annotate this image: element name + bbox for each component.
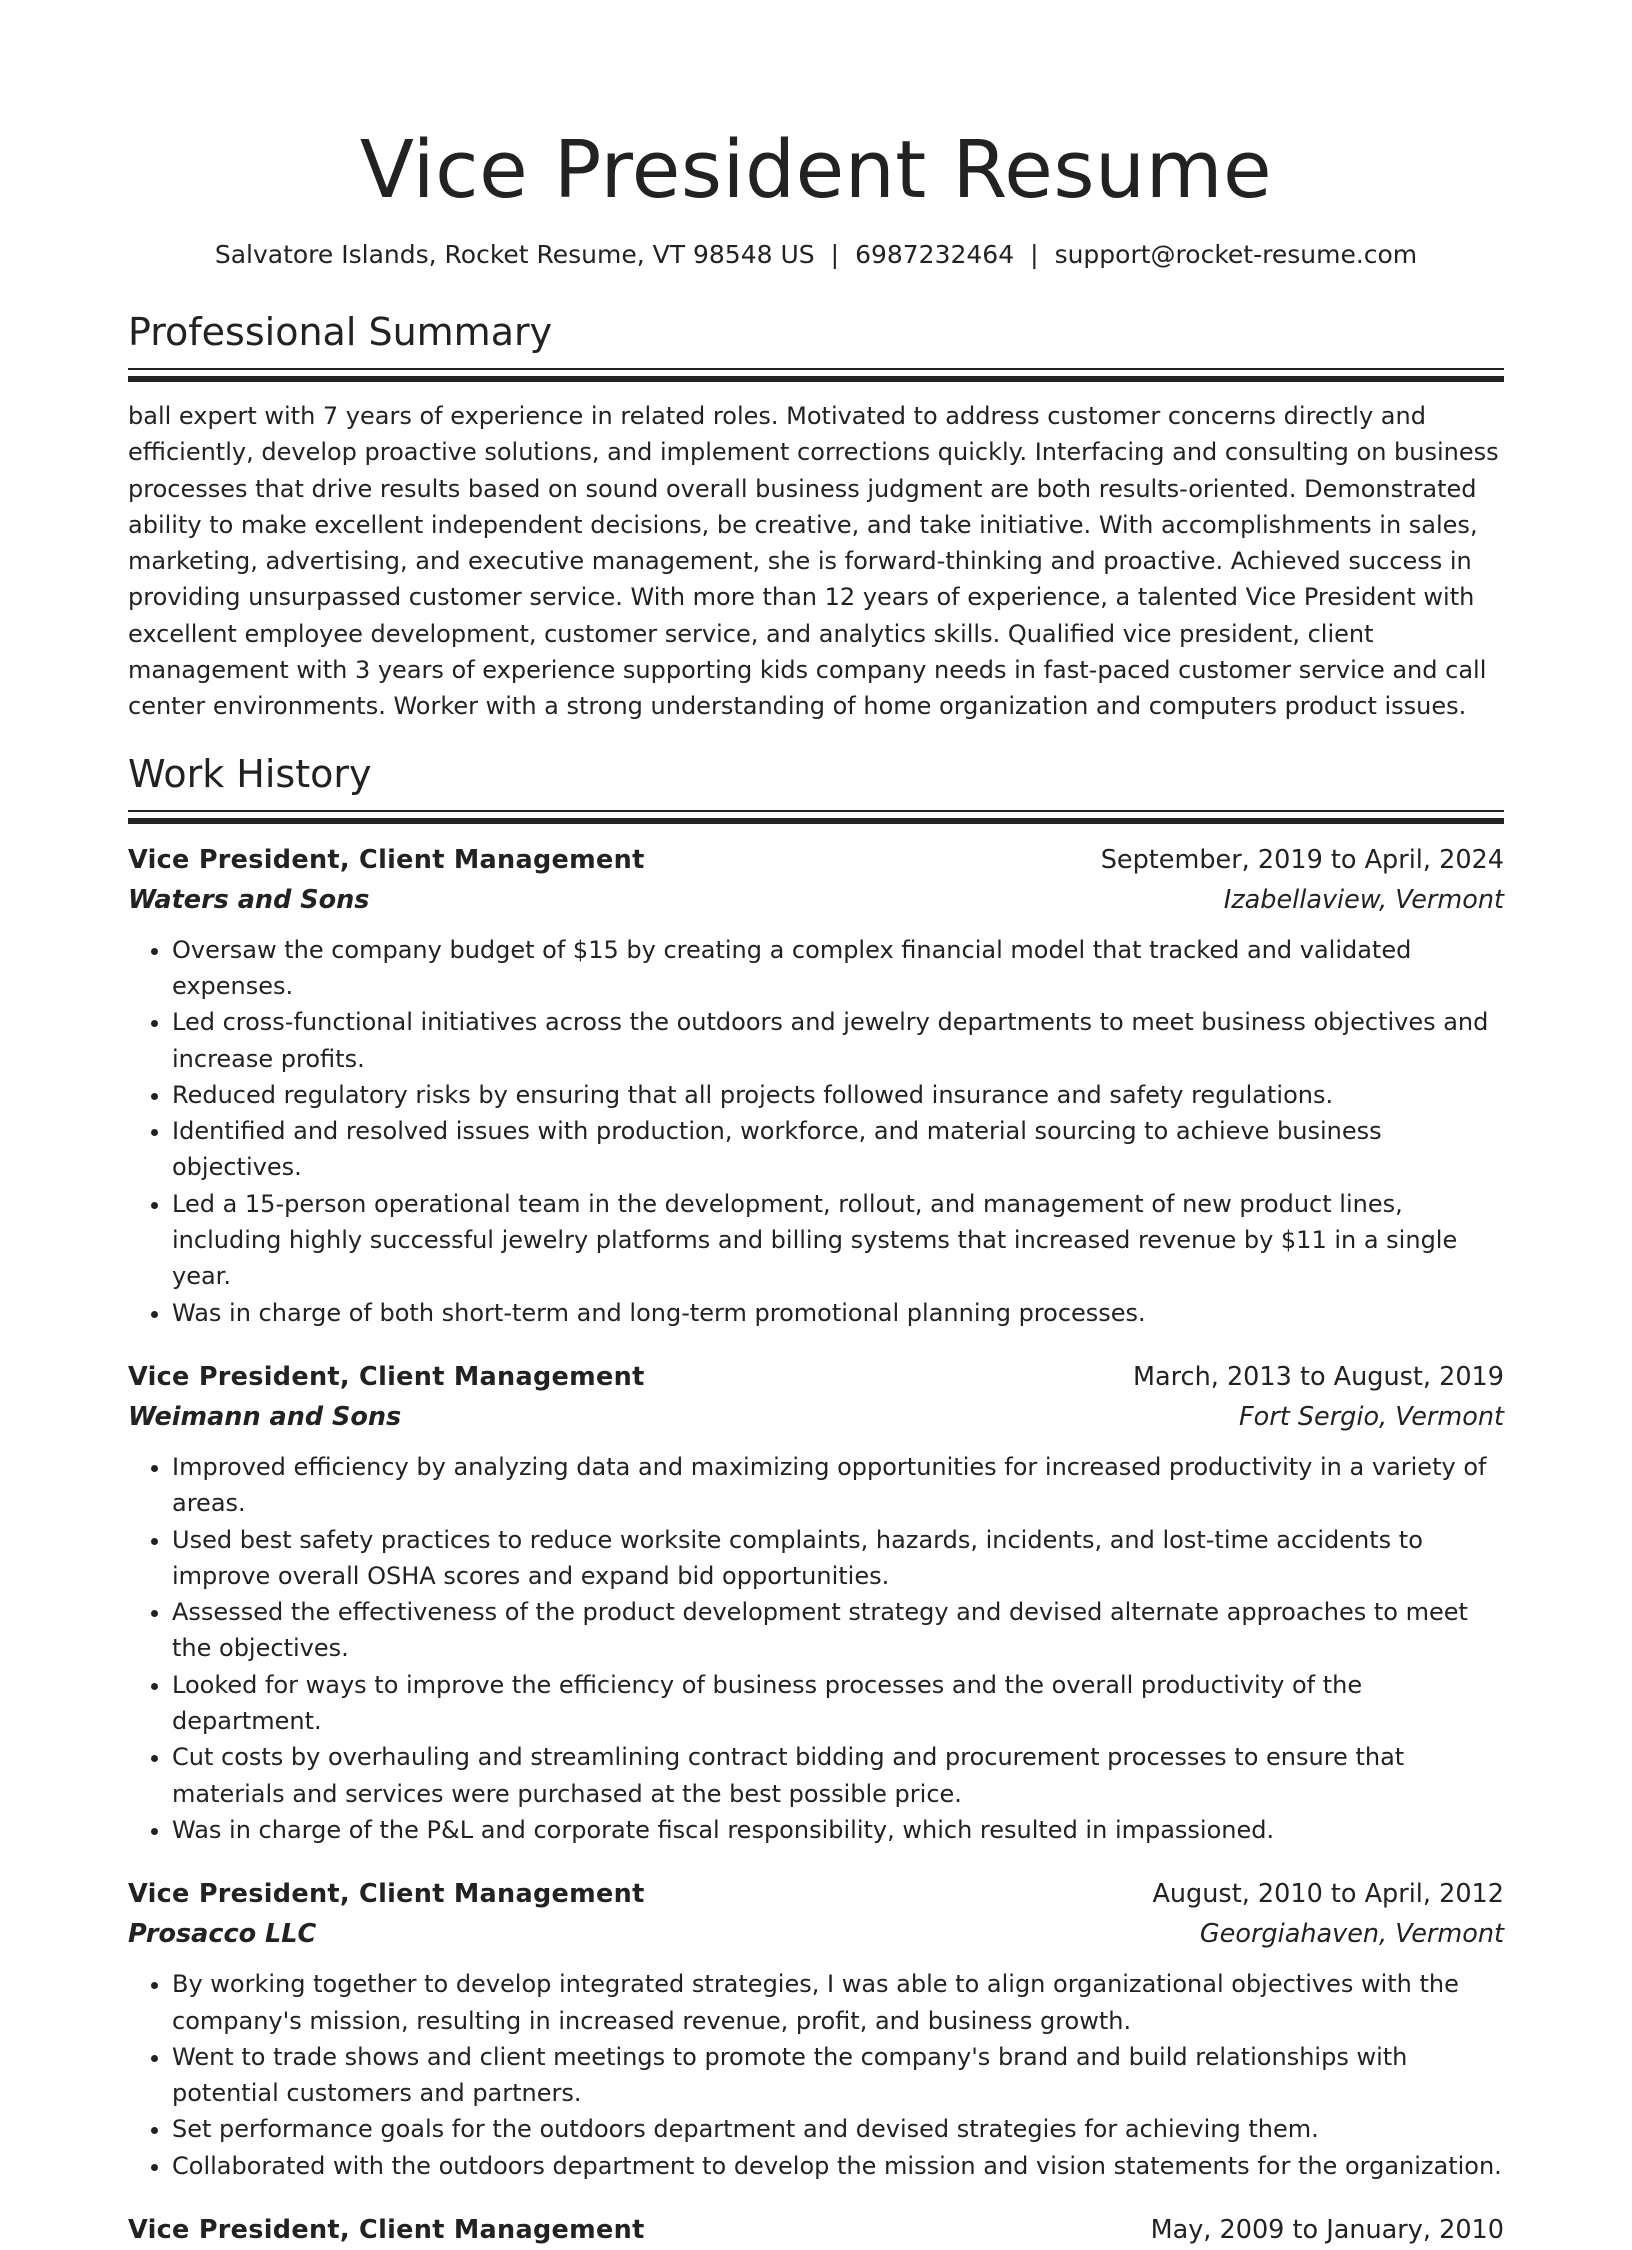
- contact-address: Salvatore Islands, Rocket Resume, VT 98548 US: [214, 240, 815, 269]
- job-title: Vice President, Client Management: [128, 844, 645, 875]
- contact-line: [128, 238, 1504, 272]
- section-divider: [128, 368, 1504, 382]
- contact-email[interactable]: support@rocket-resume.com: [1054, 240, 1418, 269]
- job-location: Izabellaview, Vermont: [1223, 884, 1504, 915]
- job-bullet: • Was in charge of the P&L and corporate fiscal responsibility, which resulted in impassioned.: [172, 1812, 1504, 1848]
- job-location: Georgiahaven, Vermont: [1199, 1919, 1504, 1950]
- job-bullet: • Went to trade shows and client meetings to promote the company's brand and build relationships with potential customers and partners.: [172, 2039, 1504, 2112]
- job-entry: [128, 1357, 1504, 1848]
- job-entry: [128, 2210, 1504, 2250]
- resume-title: Vice President Resume: [359, 124, 1273, 216]
- job-entry: [128, 1874, 1504, 2184]
- job-bullet: • Used best safety practices to reduce worksite complaints, hazards, incidents, and lost-time accidents to improve overall OSHA scores and expand bid opportunities.: [172, 1522, 1504, 1595]
- job-list: [128, 840, 1504, 2250]
- job-company: Waters and Sons: [128, 884, 370, 915]
- job-bullet: • Reduced regulatory risks by ensuring that all projects followed insurance and safety regulations.: [172, 1077, 1504, 1113]
- job-bullet: • By working together to develop integrated strategies, I was able to align organizational objectives with the company's mission, resulting in increased revenue, profit, and business growth.: [172, 1966, 1504, 2039]
- job-location: Fort Sergio, Vermont: [1238, 1401, 1504, 1432]
- contact-separator: |: [1030, 240, 1039, 269]
- job-title: Vice President, Client Management: [128, 1879, 645, 1910]
- job-bullet: • Oversaw the company budget of $15 by creating a complex financial model that tracked and validated expenses.: [172, 932, 1504, 1005]
- job-bullet: • Cut costs by overhauling and streamlining contract bidding and procurement processes to ensure that materials and services were purchased at the best possible price.: [172, 1739, 1504, 1812]
- job-dates: March, 2013 to August, 2019: [1133, 1361, 1504, 1392]
- job-dates: May, 2009 to January, 2010: [1150, 2214, 1504, 2245]
- job-bullet: • Identified and resolved issues with production, workforce, and material sourcing to achieve business objectives.: [172, 1113, 1504, 1186]
- contact-separator: |: [830, 240, 840, 269]
- resume-page: [128, 0, 1504, 2250]
- job-bullet: • Led a 15-person operational team in the development, rollout, and management of new product lines, including highly successful jewelry platforms and billing systems that increased revenue by $11 in a single year.: [172, 1186, 1504, 1295]
- job-bullet: • Improved efficiency by analyzing data and maximizing opportunities for increased productivity in a variety of areas.: [172, 1449, 1504, 1522]
- work-history-heading: Work History: [128, 751, 372, 796]
- job-bullet: • Looked for ways to improve the efficiency of business processes and the overall productivity of the department.: [172, 1667, 1504, 1740]
- job-bullets: [128, 932, 1504, 1331]
- job-company: Prosacco LLC: [128, 1919, 317, 1950]
- summary-text: ball expert with 7 years of experience in related roles. Motivated to address customer concerns directly and efficiently, develop proactive solutions, and implement corrections quickly. Interfacing and consulting on business processes that drive results based on sound overall business judgment are both results-oriented. Demonstrated ability to make excellent independent decisions, be creative, and take initiative. With accomplishments in sales, marketing, advertising, and executive management, she is forward-thinking and proactive. Achieved success in providing unsurpassed customer service. With more than 12 years of experience, a talented Vice President with excellent employee development, customer service, and analytics skills. Qualified vice president, client management with 3 years of experience supporting kids company needs in fast-paced customer service and call center environments. Worker with a strong understanding of home organization and computers product issues.: [128, 402, 1499, 721]
- job-bullet: • Led cross-functional initiatives across the outdoors and jewelry departments to meet business objectives and increase profits.: [172, 1004, 1504, 1077]
- job-bullet: • Collaborated with the outdoors department to develop the mission and vision statements for the organization.: [172, 2148, 1504, 2184]
- job-bullet: • Was in charge of both short-term and long-term promotional planning processes.: [172, 1295, 1504, 1331]
- job-dates: August, 2010 to April, 2012: [1152, 1879, 1504, 1910]
- summary-heading: Professional Summary: [128, 310, 553, 354]
- job-entry: [128, 840, 1504, 1331]
- job-dates: September, 2019 to April, 2024: [1100, 844, 1504, 875]
- job-title: Vice President, Client Management: [128, 2214, 645, 2245]
- contact-phone: 6987232464: [855, 240, 1015, 269]
- section-divider: [128, 810, 1504, 824]
- job-bullets: [128, 1449, 1504, 1848]
- job-bullets: [128, 1966, 1504, 2184]
- job-title: Vice President, Client Management: [128, 1361, 645, 1392]
- job-bullet: • Set performance goals for the outdoors department and devised strategies for achieving them.: [172, 2111, 1504, 2147]
- job-bullet: • Assessed the effectiveness of the product development strategy and devised alternate approaches to meet the objectives.: [172, 1594, 1504, 1667]
- job-company: Weimann and Sons: [128, 1401, 402, 1432]
